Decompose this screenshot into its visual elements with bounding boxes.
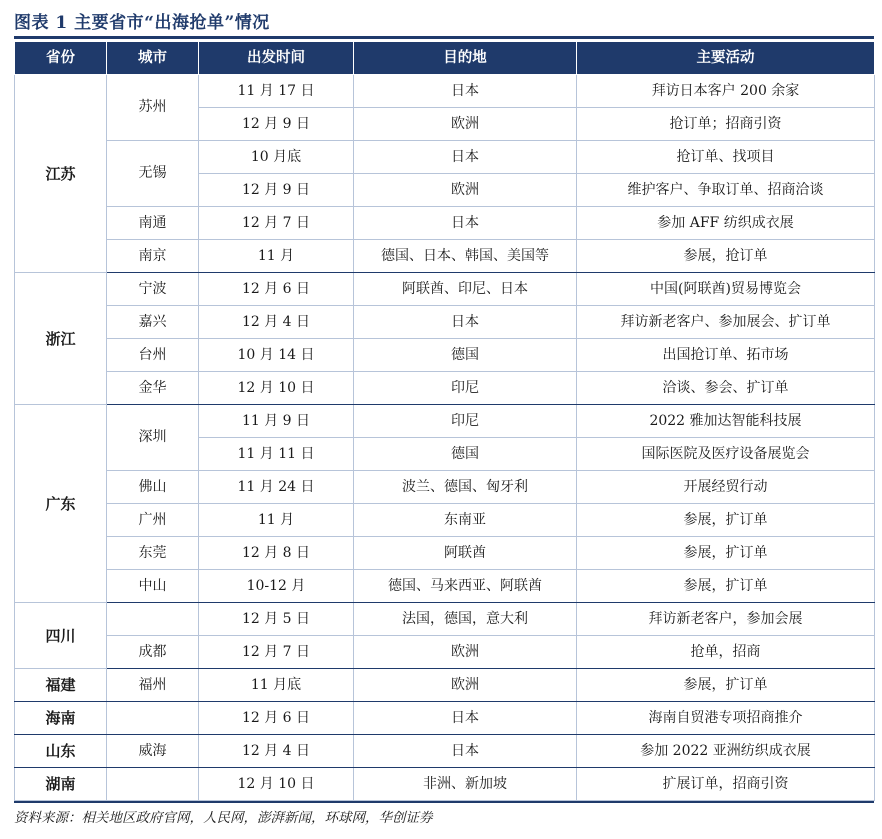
activity-cell: 维护客户、争取订单、招商洽谈: [577, 174, 875, 207]
table-row: [15, 603, 875, 636]
activity-cell: 出国抢订单、拓市场: [577, 339, 875, 372]
header-row: [15, 42, 875, 75]
table-row: [15, 75, 875, 108]
activity-cell: 拜访日本客户 200 余家: [577, 75, 875, 108]
activity-cell: 参加 AFF 纺织成衣展: [577, 207, 875, 240]
departure-time-cell: 12 月 10 日: [199, 768, 354, 801]
table-row: [15, 669, 875, 702]
activity-cell: 2022 雅加达智能科技展: [577, 405, 875, 438]
bottom-rule: [14, 801, 874, 803]
departure-time-cell: 10 月底: [199, 141, 354, 174]
destination-cell: 欧洲: [354, 636, 577, 669]
activity-table: [14, 41, 875, 801]
table-row: [15, 141, 875, 174]
city-cell: 佛山: [107, 471, 199, 504]
activity-cell: 抢订单；招商引资: [577, 108, 875, 141]
city-cell: 嘉兴: [107, 306, 199, 339]
table-row: [15, 504, 875, 537]
activity-cell: 中国(阿联酋)贸易博览会: [577, 273, 875, 306]
departure-time-cell: 10-12 月: [199, 570, 354, 603]
activity-cell: 海南自贸港专项招商推介: [577, 702, 875, 735]
departure-time-cell: 11 月: [199, 504, 354, 537]
city-cell: 威海: [107, 735, 199, 768]
destination-cell: 欧洲: [354, 174, 577, 207]
destination-cell: 波兰、德国、匈牙利: [354, 471, 577, 504]
city-cell: 台州: [107, 339, 199, 372]
activity-cell: 国际医院及医疗设备展览会: [577, 438, 875, 471]
departure-time-cell: 12 月 6 日: [199, 702, 354, 735]
province-cell: 福建: [15, 669, 107, 702]
province-cell: 湖南: [15, 768, 107, 801]
destination-cell: 日本: [354, 306, 577, 339]
province-cell: 四川: [15, 603, 107, 669]
table-body: [15, 75, 875, 801]
city-cell: 南京: [107, 240, 199, 273]
table-row: [15, 273, 875, 306]
city-cell: 东莞: [107, 537, 199, 570]
table-row: [15, 306, 875, 339]
departure-time-cell: 12 月 9 日: [199, 174, 354, 207]
destination-cell: 欧洲: [354, 108, 577, 141]
activity-cell: 参加 2022 亚洲纺织成衣展: [577, 735, 875, 768]
destination-cell: 德国: [354, 339, 577, 372]
destination-cell: 印尼: [354, 405, 577, 438]
city-cell: 宁波: [107, 273, 199, 306]
departure-time-cell: 11 月: [199, 240, 354, 273]
departure-time-cell: 12 月 8 日: [199, 537, 354, 570]
departure-time-cell: 11 月 24 日: [199, 471, 354, 504]
destination-cell: 东南亚: [354, 504, 577, 537]
city-cell: 中山: [107, 570, 199, 603]
departure-time-cell: 12 月 10 日: [199, 372, 354, 405]
activity-cell: 抢订单、找项目: [577, 141, 875, 174]
header-departure-time: 出发时间: [199, 42, 354, 75]
destination-cell: 法国，德国，意大利: [354, 603, 577, 636]
destination-cell: 阿联酋、印尼、日本: [354, 273, 577, 306]
city-cell: [107, 768, 199, 801]
activity-cell: 开展经贸行动: [577, 471, 875, 504]
activity-cell: 洽谈、参会、扩订单: [577, 372, 875, 405]
departure-time-cell: 10 月 14 日: [199, 339, 354, 372]
table-row: [15, 636, 875, 669]
header-province: 省份: [15, 42, 107, 75]
table-row: [15, 570, 875, 603]
departure-time-cell: 12 月 6 日: [199, 273, 354, 306]
city-cell: 福州: [107, 669, 199, 702]
destination-cell: 日本: [354, 141, 577, 174]
header-destination: 目的地: [354, 42, 577, 75]
province-cell: 浙江: [15, 273, 107, 405]
table-row: [15, 372, 875, 405]
province-cell: 山东: [15, 735, 107, 768]
destination-cell: 阿联酋: [354, 537, 577, 570]
province-cell: 海南: [15, 702, 107, 735]
table-row: [15, 537, 875, 570]
departure-time-cell: 12 月 5 日: [199, 603, 354, 636]
departure-time-cell: 11 月 11 日: [199, 438, 354, 471]
city-cell: [107, 702, 199, 735]
departure-time-cell: 12 月 7 日: [199, 636, 354, 669]
table-row: [15, 405, 875, 438]
table-row: [15, 702, 875, 735]
source-note: 资料来源：相关地区政府官网，人民网，澎湃新闻，环球网，华创证券: [14, 810, 433, 826]
departure-time-cell: 12 月 9 日: [199, 108, 354, 141]
departure-time-cell: 12 月 7 日: [199, 207, 354, 240]
header-city: 城市: [107, 42, 199, 75]
city-cell: 无锡: [107, 141, 199, 207]
city-cell: 南通: [107, 207, 199, 240]
activity-cell: 拜访新老客户，参加会展: [577, 603, 875, 636]
destination-cell: 德国、日本、韩国、美国等: [354, 240, 577, 273]
province-cell: 广东: [15, 405, 107, 603]
table-row: [15, 339, 875, 372]
destination-cell: 德国: [354, 438, 577, 471]
destination-cell: 印尼: [354, 372, 577, 405]
activity-cell: 参展，扩订单: [577, 669, 875, 702]
table-header: [15, 42, 875, 75]
departure-time-cell: 11 月 9 日: [199, 405, 354, 438]
top-rule: [14, 36, 874, 39]
destination-cell: 日本: [354, 702, 577, 735]
activity-cell: 参展，扩订单: [577, 504, 875, 537]
table-row: [15, 207, 875, 240]
table-row: [15, 240, 875, 273]
figure-title: 图表 1 主要省市“出海抢单”情况: [14, 13, 270, 33]
city-cell: 苏州: [107, 75, 199, 141]
city-cell: 成都: [107, 636, 199, 669]
city-cell: [107, 603, 199, 636]
destination-cell: 日本: [354, 207, 577, 240]
activity-cell: 抢单，招商: [577, 636, 875, 669]
activity-cell: 参展，抢订单: [577, 240, 875, 273]
departure-time-cell: 11 月 17 日: [199, 75, 354, 108]
destination-cell: 非洲、新加坡: [354, 768, 577, 801]
activity-cell: 参展，扩订单: [577, 570, 875, 603]
activity-cell: 拜访新老客户、参加展会、扩订单: [577, 306, 875, 339]
destination-cell: 德国、马来西亚、阿联酋: [354, 570, 577, 603]
departure-time-cell: 11 月底: [199, 669, 354, 702]
city-cell: 深圳: [107, 405, 199, 471]
city-cell: 金华: [107, 372, 199, 405]
city-cell: 广州: [107, 504, 199, 537]
activity-cell: 参展，扩订单: [577, 537, 875, 570]
departure-time-cell: 12 月 4 日: [199, 735, 354, 768]
table-row: [15, 471, 875, 504]
destination-cell: 欧洲: [354, 669, 577, 702]
table-row: [15, 768, 875, 801]
departure-time-cell: 12 月 4 日: [199, 306, 354, 339]
destination-cell: 日本: [354, 75, 577, 108]
header-main-activity: 主要活动: [577, 42, 875, 75]
destination-cell: 日本: [354, 735, 577, 768]
table-row: [15, 735, 875, 768]
province-cell: 江苏: [15, 75, 107, 273]
activity-cell: 扩展订单，招商引资: [577, 768, 875, 801]
